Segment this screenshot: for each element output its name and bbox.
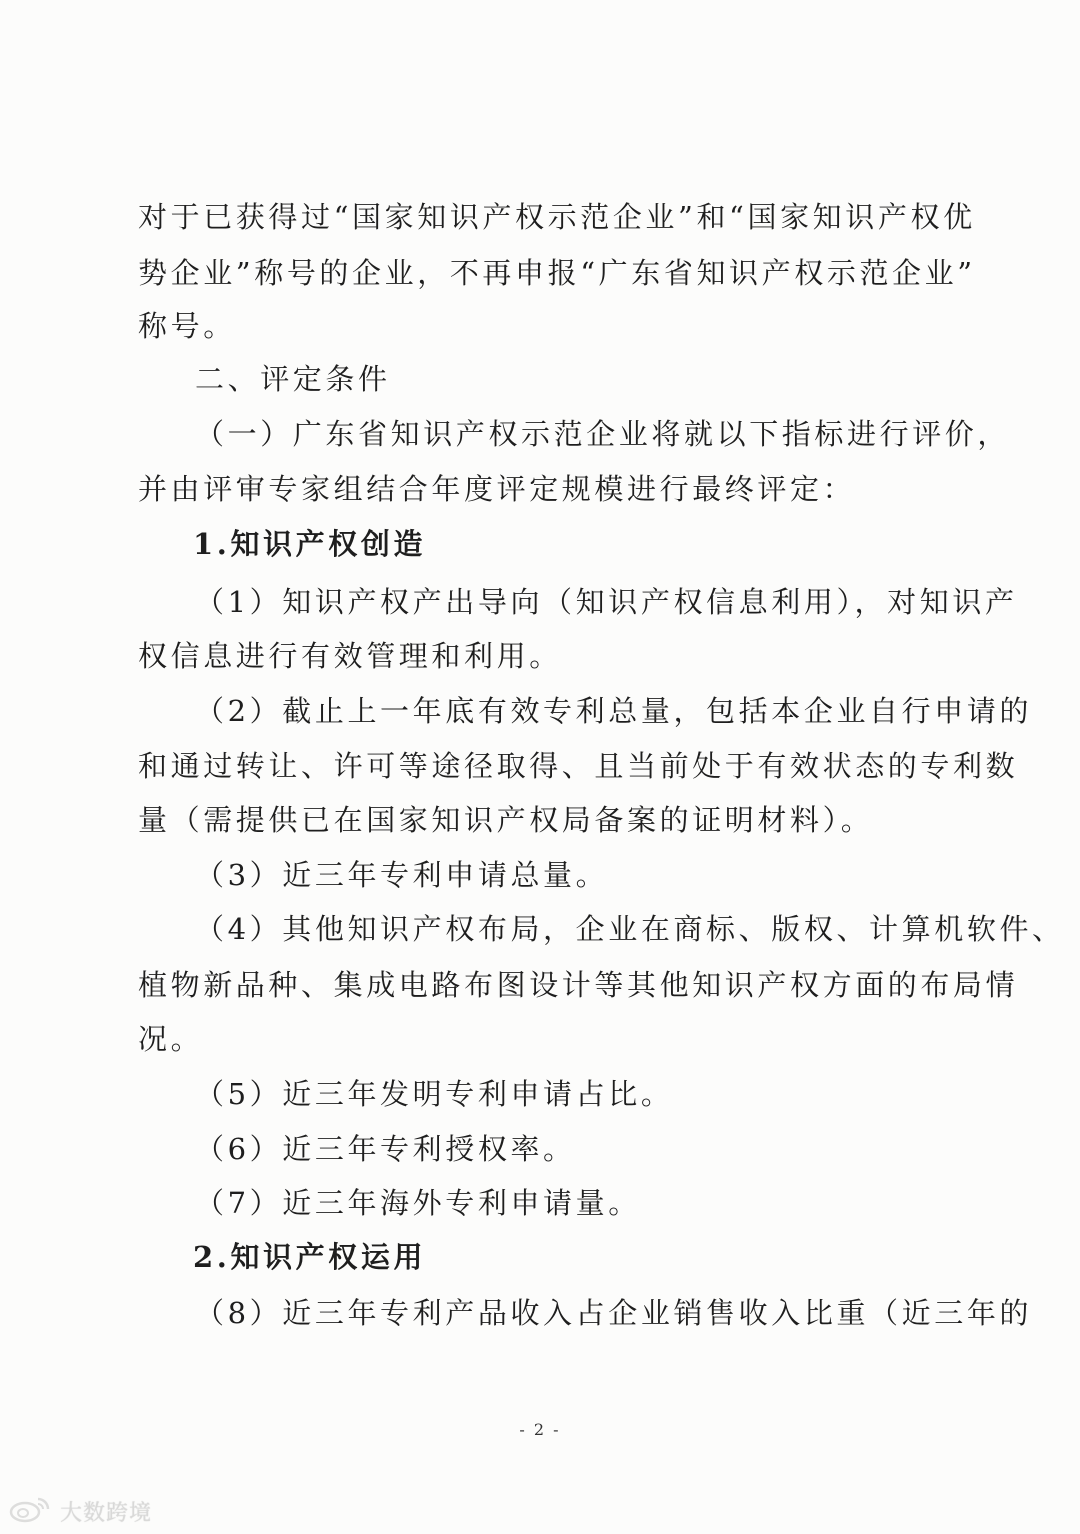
body-text-line: 量（需提供已在国家知识产权局备案的证明材料）。 [138, 803, 874, 837]
body-text-line: （2）截止上一年底有效专利总量，包括本企业自行申请的 [195, 694, 1033, 728]
section-heading: 二、评定条件 [195, 362, 391, 396]
page-number: - 2 - [519, 1420, 561, 1439]
body-text-line: （7）近三年海外专利申请量。 [195, 1186, 641, 1220]
body-text-line: 和通过转让、许可等途径取得、且当前处于有效状态的专利数 [138, 749, 1019, 783]
body-text-line: （1）知识产权产出导向（知识产权信息利用），对知识产 [195, 585, 1018, 619]
body-text-line: 并由评审专家组结合年度评定规模进行最终评定： [138, 472, 856, 506]
body-text-line: （5）近三年发明专利申请占比。 [195, 1077, 674, 1111]
body-text-line: 况。 [138, 1022, 204, 1056]
body-text-line: （一）广东省知识产权示范企业将就以下指标进行评价， [195, 417, 1011, 451]
body-text-line: 称号。 [138, 309, 236, 343]
body-text-line: （6）近三年专利授权率。 [195, 1132, 576, 1166]
body-text-line: 对于已获得过“国家知识产权示范企业”和“国家知识产权优 [138, 200, 976, 234]
body-text-line: （8）近三年专利产品收入占企业销售收入比重（近三年的 [195, 1296, 1033, 1330]
body-text-line: 势企业”称号的企业，不再申报“广东省知识产权示范企业” [138, 256, 976, 290]
body-text-line: （4）其他知识产权布局，企业在商标、版权、计算机软件、 [195, 912, 1065, 946]
body-text-line: （3）近三年专利申请总量。 [195, 858, 609, 892]
body-text-line: 植物新品种、集成电路布图设计等其他知识产权方面的布局情 [138, 968, 1019, 1002]
subsection-heading: 1.知识产权创造 [193, 527, 427, 561]
watermark-text: 大数跨境 [60, 1500, 153, 1526]
watermark [8, 1496, 152, 1526]
weibo-logo-icon [8, 1495, 54, 1527]
body-text-line: 权信息进行有效管理和利用。 [138, 639, 562, 673]
subsection-heading: 2.知识产权运用 [193, 1240, 427, 1274]
